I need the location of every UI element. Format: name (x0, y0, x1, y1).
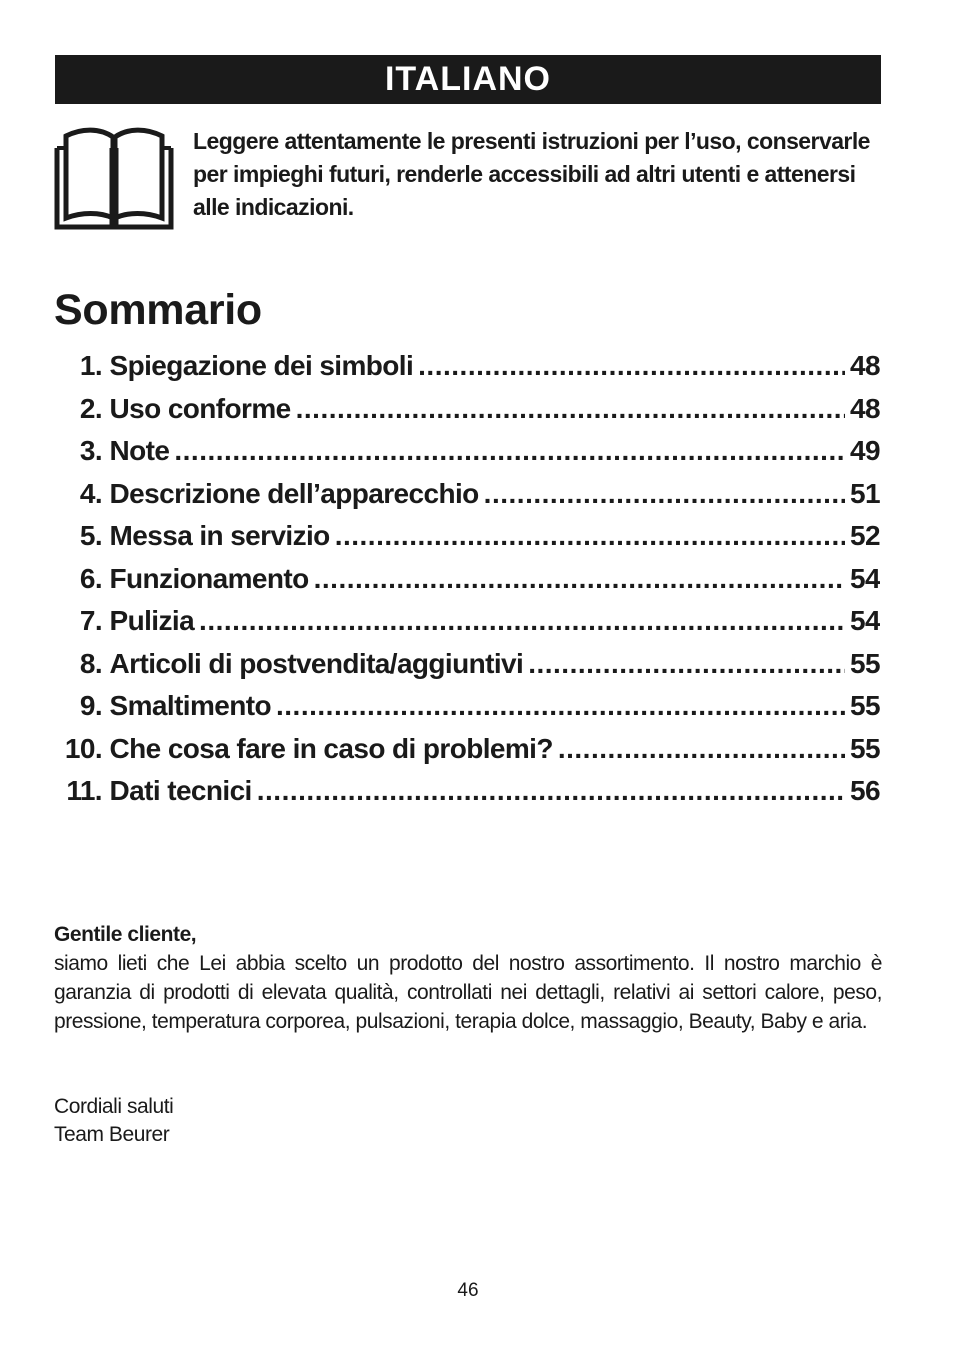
toc-item-page: 54 (850, 562, 880, 594)
toc-item-label: Descrizione dell’apparecchio (109, 477, 479, 509)
toc-item-number: 11. (66, 775, 102, 806)
toc-item-leader (484, 473, 845, 516)
greeting-body: siamo lieti che Lei abbia scelto un prodotto del nostro assortimento. Il nostro marchio è garanzia di prodotti di elevata qualità, controllati nei dettagli, relativi ai settori calore, peso, pressione, temperatura corporea, pulsazioni, terapia dolce, massaggio, Beauty, Baby e aria. (54, 952, 882, 1033)
toc-item-page: 52 (850, 520, 880, 551)
toc-item-leader (257, 770, 845, 813)
toc-item-number: 4. (79, 477, 102, 509)
language-banner (55, 55, 881, 104)
toc-item-label: Smaltimento (109, 690, 271, 721)
toc-item-technical-data[interactable] (54, 770, 880, 813)
toc-item-page: 55 (850, 732, 880, 764)
table-of-contents (54, 345, 880, 813)
toc-item-label: Che cosa fare in caso di problemi? (109, 732, 553, 764)
page-number: 46 (457, 1280, 479, 1301)
toc-item-device-description[interactable] (54, 473, 880, 516)
toc-item-number: 5. (79, 520, 102, 551)
toc-item-page: 48 (850, 392, 880, 424)
toc-item-page: 56 (850, 775, 880, 806)
toc-item-troubleshooting[interactable] (54, 728, 880, 771)
toc-item-intended-use[interactable] (54, 388, 880, 431)
toc-item-number: 10. (64, 732, 102, 764)
toc-item-number: 3. (79, 435, 102, 466)
toc-item-leader (335, 515, 845, 558)
toc-title: Sommario (54, 286, 262, 334)
closing-signature (54, 1093, 173, 1149)
toc-item-number: 9. (79, 690, 102, 721)
customer-greeting (54, 920, 882, 1036)
toc-item-label: Dati tecnici (109, 775, 252, 806)
toc-item-label: Funzionamento (109, 562, 309, 594)
closing-salutation: Cordiali saluti (54, 1095, 174, 1118)
language-label: ITALIANO (384, 60, 551, 98)
toc-item-page: 55 (850, 647, 880, 679)
toc-item-cleaning[interactable] (54, 600, 880, 643)
closing-team: Team Beurer (54, 1123, 170, 1146)
toc-item-label: Pulizia (109, 605, 195, 636)
toc-item-number: 2. (79, 392, 102, 424)
intro-instructions: Leggere attentamente le presenti istruzioni per l’uso, conservarle per impieghi futuri, renderle accessibili ad altri utenti e attenersi alle indicazioni. (193, 128, 870, 220)
toc-item-number: 6. (79, 562, 102, 594)
toc-item-leader (558, 728, 845, 771)
toc-item-leader (296, 388, 845, 431)
toc-item-leader (418, 345, 845, 388)
toc-item-page: 51 (850, 477, 880, 509)
toc-item-operation[interactable] (54, 558, 880, 601)
toc-item-leader (199, 600, 845, 643)
toc-item-label: Articoli di postvendita/aggiuntivi (109, 647, 524, 679)
toc-item-disposal[interactable] (54, 685, 880, 728)
toc-item-page: 48 (850, 350, 880, 381)
toc-item-page: 54 (850, 605, 880, 636)
toc-item-label: Uso conforme (109, 392, 291, 424)
toc-item-accessories[interactable] (54, 643, 880, 686)
toc-item-notes[interactable] (54, 430, 880, 473)
toc-item-leader (174, 430, 845, 473)
toc-item-label: Note (109, 435, 170, 466)
toc-item-leader (314, 558, 845, 601)
open-book-icon (54, 126, 174, 230)
toc-item-setup[interactable] (54, 515, 880, 558)
toc-item-leader (276, 685, 845, 728)
toc-item-page: 49 (850, 435, 880, 466)
toc-item-label: Spiegazione dei simboli (109, 350, 414, 381)
toc-item-leader (528, 643, 845, 686)
toc-item-number: 8. (79, 647, 102, 679)
toc-item-symbols[interactable] (54, 345, 880, 388)
toc-item-page: 55 (850, 690, 880, 721)
toc-item-number: 1. (79, 350, 102, 381)
toc-item-number: 7. (79, 605, 102, 636)
greeting-title: Gentile cliente, (54, 923, 197, 946)
toc-item-label: Messa in servizio (109, 520, 330, 551)
